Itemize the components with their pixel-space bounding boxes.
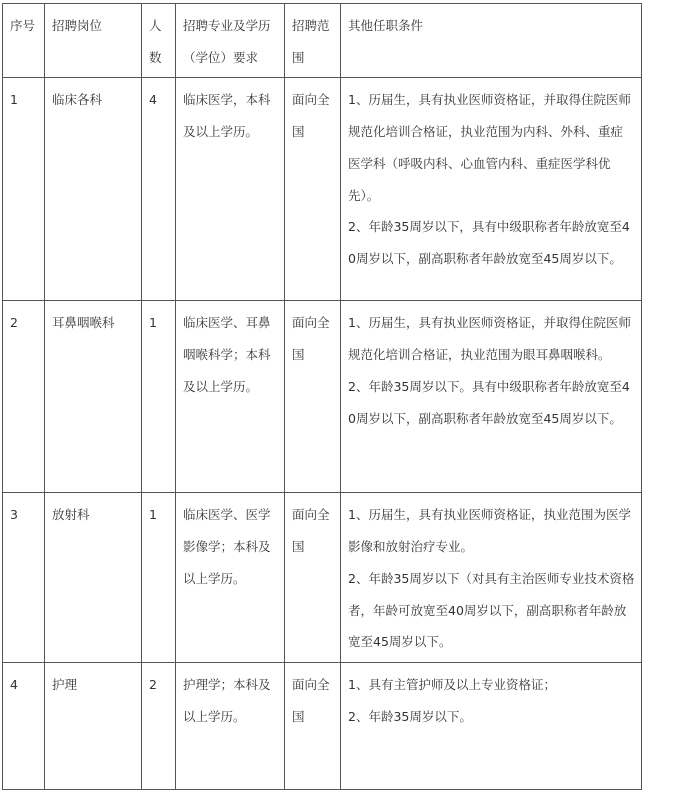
header-row bbox=[3, 4, 642, 78]
row-seq: 1 bbox=[3, 78, 45, 301]
row-position: 临床各科 bbox=[45, 78, 142, 301]
row-major: 护理学；本科及以上学历。 bbox=[176, 662, 285, 789]
row-seq: 3 bbox=[3, 493, 45, 663]
row-position: 放射科 bbox=[45, 493, 142, 663]
row-count: 1 bbox=[142, 493, 176, 663]
row-scope: 面向全国 bbox=[285, 301, 341, 493]
recruitment-table bbox=[2, 3, 642, 790]
header-seq: 序号 bbox=[3, 4, 45, 78]
condition-item: 2、年龄35周岁以下（对具有主治医师专业技术资格者，年龄可放宽至40周岁以下，副高职称者年龄放宽至45周岁以下。 bbox=[348, 570, 635, 650]
row-conditions bbox=[341, 662, 642, 789]
row-seq: 4 bbox=[3, 662, 45, 789]
table-row bbox=[3, 301, 642, 493]
header-count: 人数 bbox=[142, 4, 176, 78]
header-position: 招聘岗位 bbox=[45, 4, 142, 78]
condition-item: 2、年龄35周岁以下，具有中级职称者年龄放宽至40周岁以下，副高职称者年龄放宽至45周岁以下。 bbox=[348, 219, 630, 266]
row-major: 临床医学、耳鼻咽喉科学；本科及以上学历。 bbox=[176, 301, 285, 493]
header-major: 招聘专业及学历（学位）要求 bbox=[176, 4, 285, 78]
condition-item: 2、年龄35周岁以下。具有中级职称者年龄放宽至40周岁以下，副高职称者年龄放宽至45周岁以下。 bbox=[348, 378, 630, 426]
row-conditions bbox=[341, 78, 642, 301]
condition-item: 1、历届生，具有执业医师资格证，并取得住院医师规范化培训合格证，执业范围为内科、外科、重症医学科（呼吸内科、心血管内科、重症医学科优先）。 bbox=[348, 92, 631, 203]
row-scope: 面向全国 bbox=[285, 662, 341, 789]
row-seq: 2 bbox=[3, 301, 45, 493]
table-row bbox=[3, 662, 642, 789]
table-row bbox=[3, 493, 642, 663]
row-count: 2 bbox=[142, 662, 176, 789]
condition-item: 1、历届生，具有执业医师资格证，执业范围为医学影像和放射治疗专业。 bbox=[348, 507, 631, 555]
row-count: 1 bbox=[142, 301, 176, 493]
row-scope: 面向全国 bbox=[285, 78, 341, 301]
row-conditions bbox=[341, 301, 642, 493]
row-conditions bbox=[341, 493, 642, 663]
condition-item: 1、具有主管护师及以上专业资格证； bbox=[348, 676, 556, 692]
header-conditions: 其他任职条件 bbox=[341, 4, 642, 78]
row-count: 4 bbox=[142, 78, 176, 301]
condition-item: 1、历届生，具有执业医师资格证，并取得住院医师规范化培训合格证，执业范围为眼耳鼻咽喉科。 bbox=[348, 315, 631, 363]
row-position: 耳鼻咽喉科 bbox=[45, 301, 142, 493]
row-major: 临床医学、医学影像学；本科及以上学历。 bbox=[176, 493, 285, 663]
header-scope: 招聘范围 bbox=[285, 4, 341, 78]
row-major: 临床医学，本科及以上学历。 bbox=[176, 78, 285, 301]
row-scope: 面向全国 bbox=[285, 493, 341, 663]
table-row bbox=[3, 78, 642, 301]
condition-item: 2、年龄35周岁以下。 bbox=[348, 708, 472, 724]
row-position: 护理 bbox=[45, 662, 142, 789]
